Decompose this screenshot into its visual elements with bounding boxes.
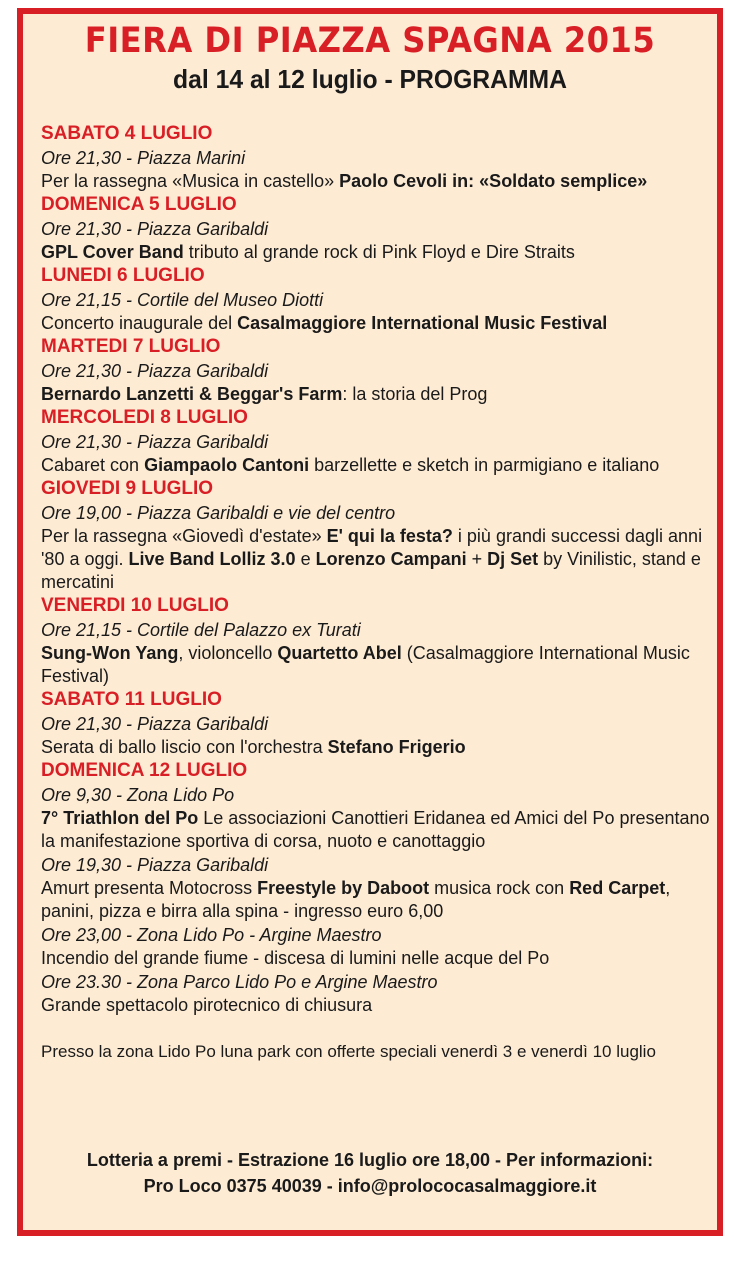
event-item	[41, 122, 717, 193]
event-time: Ore 21,30 - Piazza Garibaldi	[41, 361, 269, 381]
event-highlight: Lorenzo Campani	[315, 549, 467, 569]
event-text: tributo al grande rock di Pink Floyd e Dire Straits	[183, 242, 575, 262]
program-list	[41, 122, 717, 1063]
event-item	[41, 477, 717, 594]
event-time: Ore 19,30 - Piazza Garibaldi	[41, 855, 269, 875]
event-highlight: Paolo Cevoli in: «Soldato semplice»	[339, 171, 648, 191]
event-description	[41, 947, 717, 970]
event-text: by Vinilistic, stand e mercatini	[41, 549, 701, 592]
event-time: Ore 23,00 - Zona Lido Po - Argine Maestro	[41, 925, 382, 945]
event-text: Le associazioni Canottieri Eridanea ed Amici del Po presentano la manifestazione sportiva di corsa, nuoto e canottaggio	[41, 808, 710, 851]
event-text: +	[466, 549, 488, 569]
footer-info	[23, 1147, 717, 1199]
event-text: i più grandi successi dagli anni '80 a oggi.	[41, 526, 703, 569]
event-time: Ore 19,00 - Piazza Garibaldi e vie del centro	[41, 503, 396, 523]
event-text: Serata di ballo liscio con l'orchestra	[41, 737, 328, 757]
event-description	[41, 994, 717, 1017]
event-time: Ore 21,30 - Piazza Marini	[41, 148, 246, 168]
event-highlight: Bernardo Lanzetti & Beggar's Farm	[41, 384, 343, 404]
event-text: Grande spettacolo pirotecnico di chiusura	[41, 995, 373, 1015]
event-item	[41, 970, 717, 1017]
event-time: Ore 21,30 - Piazza Garibaldi	[41, 432, 269, 452]
poster-subtitle: dal 14 al 12 luglio - PROGRAMMA	[173, 64, 567, 94]
event-day: LUNEDI 6 LUGLIO	[41, 265, 205, 286]
event-day: DOMENICA 12 LUGLIO	[41, 760, 248, 781]
event-item	[41, 264, 717, 335]
event-text: Concerto inaugurale del	[41, 313, 238, 333]
event-day: SABATO 4 LUGLIO	[41, 123, 213, 144]
event-text: : la storia del Prog	[342, 384, 488, 404]
event-time: Ore 21,30 - Piazza Garibaldi	[41, 714, 269, 734]
event-highlight: Freestyle by Daboot	[257, 878, 430, 898]
footer-lottery: Lotteria a premi - Estrazione 16 luglio ore 18,00 - Per informazioni:	[86, 1150, 654, 1170]
event-time: Ore 21,15 - Cortile del Museo Diotti	[41, 290, 324, 310]
event-description	[41, 736, 717, 759]
event-day: GIOVEDI 9 LUGLIO	[41, 478, 214, 499]
event-highlight: E' qui la festa?	[326, 526, 453, 546]
event-description	[41, 312, 717, 335]
event-highlight: GPL Cover Band	[41, 242, 184, 262]
event-day: VENERDI 10 LUGLIO	[41, 595, 229, 616]
event-text: Per la rassegna «Musica in castello»	[41, 171, 340, 191]
event-item	[41, 594, 717, 688]
event-time: Ore 9,30 - Zona Lido Po	[41, 785, 235, 805]
event-time: Ore 23.30 - Zona Parco Lido Po e Argine Maestro	[41, 972, 438, 992]
event-highlight: Stefano Frigerio	[327, 737, 466, 757]
event-item	[41, 759, 717, 853]
footer-contact: Pro Loco 0375 40039 - info@prolococasalmaggiore.it	[143, 1176, 597, 1196]
luna-park-note: Presso la zona Lido Po luna park con offerte speciali venerdì 3 e venerdì 10 luglio	[41, 1042, 656, 1061]
event-text: Amurt presenta Motocross	[41, 878, 258, 898]
event-highlight: Dj Set	[487, 549, 539, 569]
event-text: Per la rassegna «Giovedì d'estate»	[41, 526, 327, 546]
event-highlight: Red Carpet	[569, 878, 666, 898]
event-description	[41, 642, 717, 688]
event-highlight: Sung-Won Yang	[41, 643, 179, 663]
event-text: (Casalmaggiore International Music Festival)	[41, 643, 690, 686]
event-item	[41, 406, 717, 477]
event-description	[41, 525, 717, 594]
event-item	[41, 923, 717, 970]
event-text: barzellette e sketch in parmigiano e italiano	[309, 455, 660, 475]
event-day: DOMENICA 5 LUGLIO	[41, 194, 237, 215]
event-item	[41, 335, 717, 406]
event-description	[41, 170, 717, 193]
event-text: Incendio del grande fiume - discesa di lumini nelle acque del Po	[41, 948, 550, 968]
event-time: Ore 21,15 - Cortile del Palazzo ex Turati	[41, 620, 361, 640]
event-item	[41, 853, 717, 923]
event-day: MERCOLEDI 8 LUGLIO	[41, 407, 248, 428]
event-item	[41, 688, 717, 759]
event-description	[41, 241, 717, 264]
event-description	[41, 454, 717, 477]
event-highlight: Live Band Lolliz 3.0	[128, 549, 296, 569]
event-text: , violoncello	[178, 643, 278, 663]
event-text: e	[295, 549, 316, 569]
poster-frame	[17, 8, 723, 1236]
event-highlight: Quartetto Abel	[277, 643, 402, 663]
events-container	[41, 122, 717, 1017]
event-item	[41, 193, 717, 264]
event-text: Cabaret con	[41, 455, 145, 475]
event-day: MARTEDI 7 LUGLIO	[41, 336, 221, 357]
event-description	[41, 807, 717, 853]
poster-title: FIERA DI PIAZZA SPAGNA 2015	[84, 21, 656, 61]
event-day: SABATO 11 LUGLIO	[41, 689, 222, 710]
event-description	[41, 383, 717, 406]
event-highlight: 7° Triathlon del Po	[41, 808, 199, 828]
event-time: Ore 21,30 - Piazza Garibaldi	[41, 219, 269, 239]
event-text: , panini, pizza e birra alla spina - ingresso euro 6,00	[41, 878, 671, 921]
event-description	[41, 877, 717, 923]
event-highlight: Casalmaggiore International Music Festival	[237, 313, 608, 333]
event-text: musica rock con	[429, 878, 570, 898]
event-highlight: Giampaolo Cantoni	[144, 455, 310, 475]
